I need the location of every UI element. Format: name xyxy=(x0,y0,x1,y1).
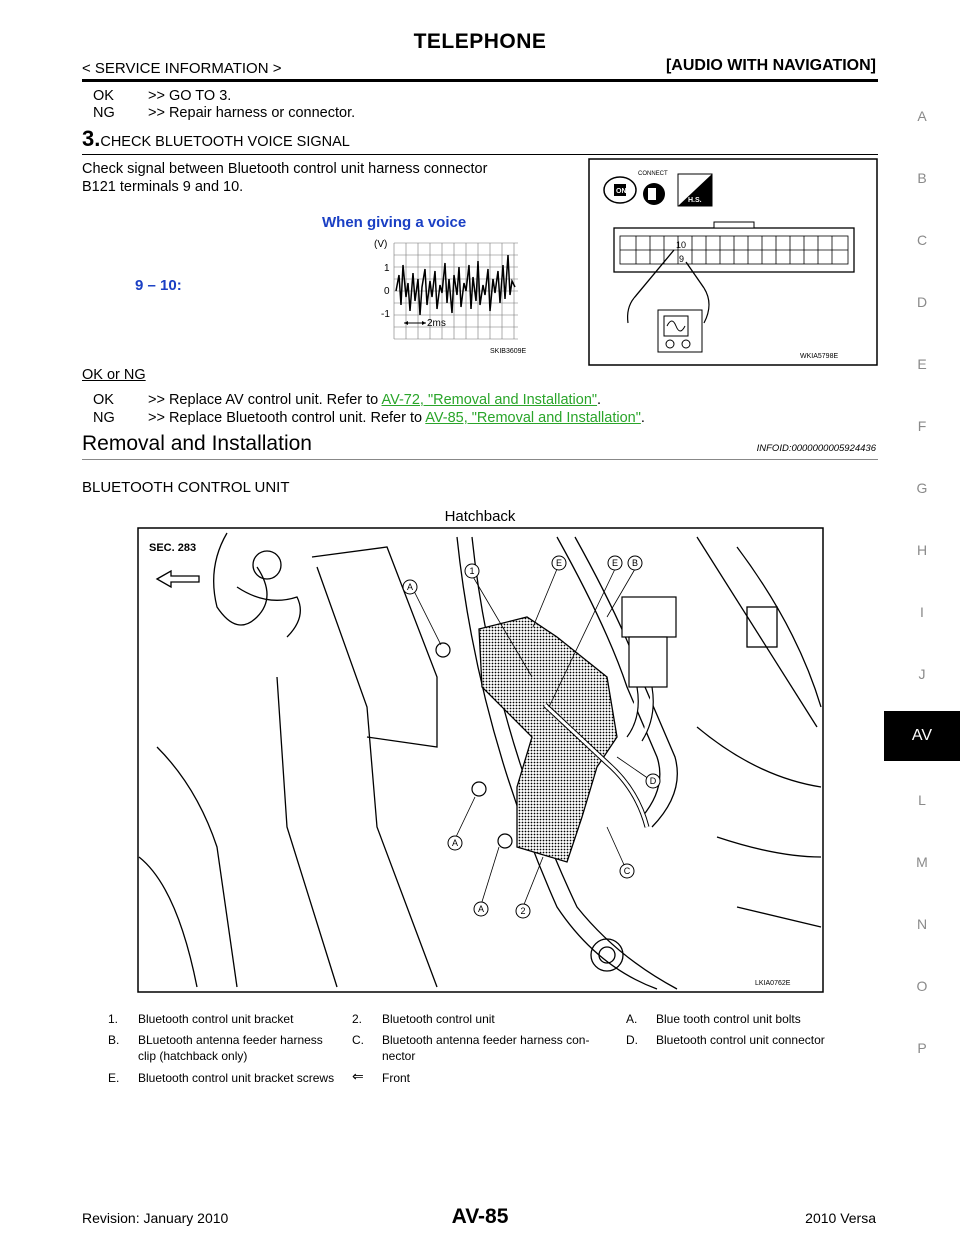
section-rule xyxy=(82,459,878,460)
index-g[interactable]: G xyxy=(916,480,928,496)
callout-e-1: E xyxy=(555,558,563,568)
index-j[interactable]: J xyxy=(918,666,926,682)
link-av-85[interactable]: AV-85, "Removal and Installation" xyxy=(425,410,641,426)
legend-1-num: 1. xyxy=(108,1012,119,1026)
step-title: CHECK BLUETOOTH VOICE SIGNAL xyxy=(100,134,350,150)
legend-b-text: BLuetooth antenna feeder harness clip (hatchback only) xyxy=(138,1033,323,1063)
result-ok-label: OK xyxy=(93,392,114,408)
step-rule xyxy=(82,154,878,155)
index-h[interactable]: H xyxy=(916,542,928,558)
voice-signal-graph xyxy=(360,235,540,359)
step-body-line2: B121 terminals 9 and 10. xyxy=(82,179,244,195)
bolt-icon xyxy=(498,834,512,848)
footer-model: 2010 Versa xyxy=(805,1210,876,1226)
index-c[interactable]: C xyxy=(916,232,928,248)
section-heading: Removal and Installation xyxy=(82,432,312,455)
intro-ok-label: OK xyxy=(93,88,114,104)
callout-e-2: E xyxy=(611,558,619,568)
voice-label: When giving a voice xyxy=(322,214,467,231)
legend-c-num: C. xyxy=(352,1033,364,1047)
terminal-9-label: 9 xyxy=(679,254,685,264)
index-a[interactable]: A xyxy=(917,108,927,124)
hs-label: H.S. xyxy=(688,197,702,204)
bolt-icon xyxy=(472,782,486,796)
graph-tick-1: 1 xyxy=(384,263,390,274)
legend-front-arrow-icon: ⇐ xyxy=(352,1068,364,1084)
figure-title: Hatchback xyxy=(444,508,516,525)
step-number: 3. xyxy=(82,126,101,151)
result-ng-period: . xyxy=(640,410,645,426)
index-f[interactable]: F xyxy=(917,418,927,434)
legend-2-num: 2. xyxy=(352,1012,363,1026)
index-e[interactable]: E xyxy=(917,356,927,372)
subheading: BLUETOOTH CONTROL UNIT xyxy=(82,479,290,496)
legend-e-num: E. xyxy=(108,1071,120,1085)
graph-unit: (V) xyxy=(374,239,388,250)
terminal-label: 9 – 10: xyxy=(135,277,182,294)
legend-e-text: Bluetooth control unit bracket screws xyxy=(138,1071,335,1085)
section-qualifier: [AUDIO WITH NAVIGATION] xyxy=(665,57,876,74)
index-p[interactable]: P xyxy=(917,1040,927,1056)
on-label: ON xyxy=(616,188,627,195)
sec-label: SEC. 283 xyxy=(149,542,197,554)
callout-d: D xyxy=(649,776,657,786)
callout-c: C xyxy=(623,866,631,876)
ok-or-ng-label: OK or NG xyxy=(82,367,146,383)
legend-a-text: Blue tooth control unit bolts xyxy=(656,1012,801,1026)
index-n[interactable]: N xyxy=(916,916,928,932)
index-o[interactable]: O xyxy=(916,978,928,994)
page-title: TELEPHONE xyxy=(413,30,547,53)
index-b[interactable]: B xyxy=(917,170,927,186)
info-id: INFOID:0000000005924436 xyxy=(756,443,876,454)
callout-a-1: A xyxy=(406,582,414,592)
legend-b-num: B. xyxy=(108,1033,120,1047)
legend-d-text: Bluetooth control unit connector xyxy=(656,1033,825,1047)
connect-label: CONNECT xyxy=(638,171,668,177)
connector-diagram xyxy=(588,158,878,366)
step-body-line1: Check signal between Bluetooth control unit harness connector xyxy=(82,161,488,177)
intro-ng-text: >> Repair harness or connector. xyxy=(148,105,356,121)
callout-2: 2 xyxy=(520,906,526,916)
footer-revision: Revision: January 2010 xyxy=(82,1210,229,1226)
index-m[interactable]: M xyxy=(916,854,928,870)
callout-a-3: A xyxy=(477,904,485,914)
graph-code: SKIB3609E xyxy=(490,348,527,355)
legend-2-text: Bluetooth control unit xyxy=(382,1012,495,1026)
intro-ok-text: >> GO TO 3. xyxy=(148,88,232,104)
result-ok-period: . xyxy=(597,392,602,408)
terminal-10-label: 10 xyxy=(676,240,687,250)
graph-tick-neg1: -1 xyxy=(381,309,390,320)
bolt-icon xyxy=(436,643,450,657)
index-l[interactable]: L xyxy=(918,792,926,808)
legend-c-text: Bluetooth antenna feeder harness con-nector xyxy=(382,1033,590,1063)
result-ng-prefix: >> Replace Bluetooth control unit. Refer to xyxy=(148,410,426,426)
figure-code: LKIA0762E xyxy=(755,980,791,987)
index-d[interactable]: D xyxy=(916,294,928,310)
legend-a-num: A. xyxy=(626,1012,638,1026)
bluetooth-unit-figure xyxy=(137,527,824,993)
index-av-active[interactable]: AV xyxy=(884,711,960,761)
header-rule xyxy=(82,79,878,82)
graph-tick-0: 0 xyxy=(384,286,390,297)
connector-code: WKIA5798E xyxy=(800,353,839,360)
result-ng-text xyxy=(148,409,645,427)
legend-d-num: D. xyxy=(626,1033,638,1047)
result-ok-prefix: >> Replace AV control unit. Refer to xyxy=(148,392,382,408)
page-number: AV-85 xyxy=(451,1205,509,1228)
callout-b: B xyxy=(631,558,639,568)
result-ok-text xyxy=(148,391,601,409)
result-ng-label: NG xyxy=(93,410,115,426)
intro-ng-label: NG xyxy=(93,105,115,121)
section-label: < SERVICE INFORMATION > xyxy=(82,60,282,77)
legend-1-text: Bluetooth control unit bracket xyxy=(138,1012,294,1026)
index-i[interactable]: I xyxy=(920,604,924,620)
callout-a-2: A xyxy=(451,838,459,848)
link-av-72[interactable]: AV-72, "Removal and Installation" xyxy=(381,392,598,408)
step-heading xyxy=(82,126,350,152)
graph-time-label: 2ms xyxy=(427,318,446,329)
legend-front-text: Front xyxy=(382,1071,411,1085)
callout-1: 1 xyxy=(469,566,475,576)
